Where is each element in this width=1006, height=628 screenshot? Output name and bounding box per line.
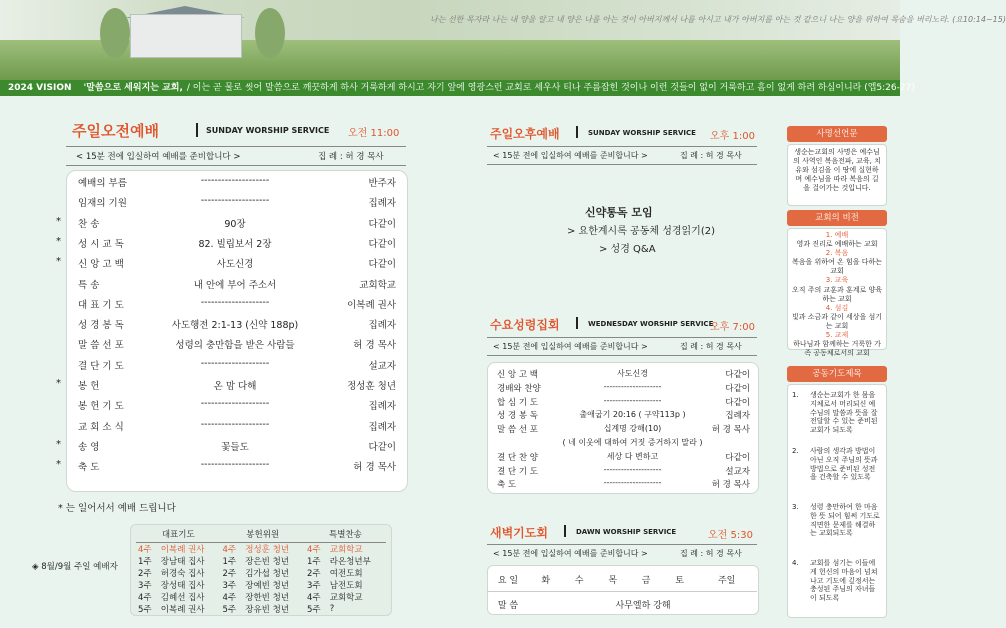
schedule-cell: 3주	[222, 581, 237, 591]
schedule-cell: 이복례 권사	[160, 545, 205, 555]
order-person: 집례자	[368, 320, 396, 332]
order-content: 십계명 강해(10)	[603, 424, 662, 434]
title-divider	[576, 126, 578, 138]
church-building	[130, 14, 242, 58]
order-person: 집례자	[368, 401, 396, 413]
dawn-word: 사무엘하 강해	[615, 600, 671, 611]
schedule-cell: 4주	[138, 593, 152, 603]
schedule-cell: 2주	[222, 569, 237, 579]
order-person: 다같이	[725, 370, 750, 380]
order-content: 사도행전 2:1-13 (신약 188p)	[171, 320, 299, 332]
order-content: --------------------	[603, 395, 662, 405]
afternoon-title: 주일오후예배	[490, 127, 560, 141]
divider	[66, 165, 406, 166]
dawn-word-label: 말 씀	[497, 600, 519, 611]
order-item: 성 시 교 독	[78, 238, 124, 250]
afternoon-line2: > 성경 Q&A	[599, 244, 656, 255]
order-item: 결 단 기 도	[497, 466, 538, 477]
order-item: 말 씀 선 포	[497, 425, 538, 436]
vision-list	[788, 229, 886, 360]
dawn-day: 토	[675, 575, 684, 586]
order-person: 집례자	[368, 421, 396, 433]
prayer-text: 교회를 섬기는 이들에게 헌신의 마음이 넘쳐나고 기도에 깊정서는 충성된 주님의 자녀들이 되도록	[810, 559, 878, 602]
standing-mark: *	[56, 256, 61, 268]
order-person: 다같이	[368, 259, 396, 271]
schedule-cell: 장한빈 청년	[245, 593, 290, 603]
order-content: --------------------	[603, 478, 662, 488]
order-content: 세상 다 변하고	[606, 451, 659, 461]
order-item: 신 앙 고 백	[78, 259, 124, 271]
order-item: 성 경 봉 독	[497, 411, 538, 422]
prayer-text: 성령 충만하여 한 마음 한 뜻 되어 힘써 기도로 직면한 문제를 해결하는 교회되도록	[810, 503, 880, 538]
vision-item	[791, 331, 883, 358]
vision-item	[791, 304, 883, 331]
schedule-cell: 장예빈 청년	[245, 581, 290, 591]
dawn-time: 오전 5:30	[708, 530, 753, 541]
order-content: 성령의 충만함을 받은 사람들	[175, 340, 295, 352]
prayer-text: 생순는교회가 한 몸을 지체로서 머리되신 예수님의 말씀과 뜻을 잘 전달할 수 있는 준비된 교회가 되도록	[810, 391, 878, 434]
order-item: 경배와 찬양	[497, 383, 541, 394]
dawn-leader: 집 례 : 허 경 목사	[680, 549, 742, 558]
order-content: --------------------	[200, 398, 270, 410]
divider	[66, 146, 406, 147]
wednesday-title: 수요성령집회	[490, 318, 560, 332]
order-item: 말 씀 선 포	[78, 340, 124, 352]
vision-bar	[0, 80, 915, 96]
standing-mark: *	[56, 215, 61, 227]
order-content: 사도신경	[617, 369, 648, 378]
order-content: ( 네 이웃에 대하여 거짓 증거하지 말라 )	[562, 438, 703, 447]
order-person: 다같이	[368, 218, 396, 230]
divider	[487, 355, 757, 356]
morning-en: SUNDAY WORSHIP SERVICE	[206, 126, 330, 135]
prayer-number: 2.	[792, 447, 799, 455]
order-content: 온 맘 다해	[213, 381, 257, 392]
order-content: --------------------	[200, 459, 270, 471]
order-item: 봉 헌	[78, 381, 100, 392]
schedule-header: 특별찬송	[305, 526, 386, 543]
vision-text: 복음을 위하여 온 힘을 다하는 교회	[791, 258, 883, 276]
order-item: 합 심 기 도	[497, 397, 538, 408]
order-person: 정성훈 청년	[347, 381, 396, 392]
vision-text: 오직 주의 교훈과 훈계로 양육하는 교회	[791, 285, 883, 303]
order-person: 교회학교	[359, 279, 396, 291]
wednesday-en: WEDNESDAY WORSHIP SERVICE	[588, 320, 714, 328]
order-item: 대 표 기 도	[78, 299, 124, 311]
order-content: 출애굽기 20:16 ( 구약113p )	[579, 410, 686, 420]
schedule-cell: 정성훈 청년	[245, 545, 290, 555]
schedule-cell: 장은빈 청년	[245, 557, 290, 567]
title-divider	[576, 317, 578, 329]
schedule-cell: 교회학교	[329, 545, 363, 555]
order-item: 축 도	[497, 480, 517, 491]
dawn-day: 수	[574, 575, 584, 586]
schedule-header: 봉헌위원	[220, 526, 304, 543]
afternoon-line1: > 요한계시록 공동체 성경읽기(2)	[567, 226, 715, 237]
order-person: 반주자	[368, 178, 396, 189]
order-content: --------------------	[200, 418, 270, 430]
vision-number: 5. 교제	[825, 331, 849, 340]
order-content: 내 안에 부어 주소서	[193, 279, 277, 291]
schedule-cell: 허경숙 집사	[160, 569, 205, 579]
order-item: 송 영	[78, 441, 100, 453]
order-item: 결 단 기 도	[78, 360, 124, 372]
header-banner	[0, 0, 1006, 80]
schedule-cell: 이복례 권사	[160, 605, 205, 615]
prayer-number: 4.	[792, 559, 799, 567]
order-person: 다같이	[725, 383, 750, 394]
standing-note: * 는 일어서서 예배 드립니다	[58, 503, 176, 514]
mission-title: 사명선언문	[787, 126, 887, 142]
standing-mark: *	[56, 378, 61, 389]
dawn-day: 목	[608, 575, 618, 586]
order-item: 예배의 부름	[78, 178, 127, 189]
title-divider	[196, 123, 198, 137]
prayer-box	[787, 384, 887, 618]
title-divider	[564, 525, 566, 537]
afternoon-heading: 신약통독 모임	[585, 206, 653, 219]
schedule-cell: 5주	[138, 605, 152, 615]
order-item: 임재의 기원	[78, 198, 127, 210]
mission-box	[787, 144, 887, 206]
prayer-text: 사람의 생각과 방법이 아닌 오직 주님의 뜻과 방법으로 준비된 성전을 건축할 수 있도록	[810, 447, 878, 482]
morning-time: 오전 11:00	[348, 128, 400, 139]
morning-leader: 집 례 : 허 경 목사	[318, 152, 384, 162]
divider	[487, 544, 757, 545]
order-person: 다같이	[725, 397, 750, 408]
schedule-cell: 장성태 집사	[160, 581, 205, 591]
banner-tree	[255, 8, 285, 58]
vision-text: 하나님과 함께하는 거룩한 가족 공동체로서의 교회	[793, 340, 881, 358]
schedule-label: ◈ 8월/9월 주일 예배자	[32, 562, 118, 572]
dawn-en: DAWN WORSHIP SERVICE	[576, 528, 677, 536]
schedule-cell: 2주	[306, 569, 321, 579]
order-content: --------------------	[603, 464, 662, 474]
order-content: --------------------	[603, 381, 662, 391]
schedule-cell: 여전도회	[329, 569, 363, 579]
order-person: 허 경 목사	[711, 480, 750, 491]
divider	[487, 337, 757, 338]
schedule-cell: 4주	[222, 593, 237, 603]
schedule-cell: 3주	[306, 581, 321, 591]
vision-number: 1. 예배	[825, 231, 849, 239]
wednesday-prep: < 15분 전에 입실하여 예배를 준비합니다 >	[493, 342, 648, 351]
prayer-number: 3.	[792, 503, 799, 511]
schedule-cell: 김혜선 집사	[160, 593, 205, 603]
vision-box	[787, 228, 887, 358]
order-item: 축 도	[78, 462, 100, 474]
order-person: 허 경 목사	[353, 340, 396, 352]
order-person: 설교자	[368, 360, 396, 372]
schedule-cell: 5주	[306, 605, 321, 615]
vision-label: 2024 VISION	[8, 83, 72, 93]
divider	[487, 146, 757, 147]
standing-mark: *	[56, 459, 61, 471]
prayer-number: 1.	[792, 391, 799, 399]
wednesday-time: 오후 7:00	[710, 322, 755, 333]
order-content: 꽃들도	[221, 441, 249, 453]
order-person: 다같이	[368, 441, 396, 453]
vision-text: 빛과 소금과 같이 세상을 섬기는 교회	[791, 312, 883, 330]
afternoon-prep: < 15분 전에 입실하여 예배를 준비합니다 >	[493, 151, 648, 160]
order-item: 성 경 봉 독	[78, 320, 124, 332]
afternoon-time: 오후 1:00	[710, 131, 755, 142]
dawn-table	[487, 567, 757, 616]
schedule-cell: 장유빈 청년	[245, 605, 290, 615]
prayer-title: 공동기도제목	[787, 366, 887, 382]
order-person: 설교자	[725, 466, 750, 477]
dawn-day: 화	[541, 575, 551, 586]
order-item: 봉 헌 기 도	[78, 401, 124, 413]
divider	[487, 164, 757, 165]
order-person: 집례자	[725, 411, 750, 422]
vision-number: 4. 섬김	[825, 303, 849, 312]
vision-item	[791, 231, 883, 249]
order-content: --------------------	[200, 175, 270, 186]
schedule-header: 대표기도	[136, 526, 220, 543]
schedule-cell: 라온청년부	[329, 557, 371, 567]
order-item: 찬 송	[78, 218, 100, 230]
order-content: --------------------	[200, 357, 270, 369]
vision-text: / 이는 곧 물로 씻어 말씀으로 깨끗하게 하사 거룩하게 하시고 자기 앞에 영광스런 교회로 세우사 티나 주름잡힌 것이나 이런 것들이 없이 거룩하고 흠이 없게 하려 하심이니라 (엡5:26-27)	[186, 83, 915, 93]
order-content: 82. 빌립보서 2장	[198, 238, 272, 250]
schedule-cell: 4주	[306, 545, 321, 555]
schedule-cell: 장남태 집사	[160, 557, 205, 567]
schedule-row	[136, 555, 386, 567]
dawn-day: 주일	[717, 575, 736, 586]
vision-list-title: 교회의 비전	[787, 210, 887, 226]
schedule-cell: 1주	[138, 557, 152, 567]
vision-number: 3. 교육	[825, 276, 849, 285]
dawn-day-label: 요 일	[497, 575, 519, 586]
order-person: 다같이	[725, 452, 750, 463]
schedule-cell: 2주	[138, 569, 152, 579]
order-content: --------------------	[200, 296, 270, 308]
morning-title: 주일오전예배	[72, 122, 159, 140]
schedule-cell: 김가섭 청년	[245, 569, 290, 579]
order-item: 신 앙 고 백	[497, 370, 538, 380]
schedule-row	[136, 567, 386, 579]
vision-title: '말씀으로 세워지는 교회,	[83, 83, 183, 93]
dawn-title: 새벽기도회	[490, 526, 548, 540]
afternoon-leader: 집 례 : 허 경 목사	[680, 151, 742, 160]
vision-item	[791, 249, 883, 276]
order-content: 90장	[224, 218, 246, 230]
vision-item	[791, 276, 883, 303]
order-item: 특 송	[78, 279, 100, 291]
order-person: 이복례 권사	[347, 299, 396, 311]
schedule-cell: 4주	[138, 545, 152, 555]
schedule-cell: 남전도회	[329, 581, 363, 591]
schedule-cell: 5주	[222, 605, 237, 615]
header-verse: 나는 선한 목자라 나는 내 양을 알고 내 양은 나를 아는 것이 아버지께서 나를 아시고 내가 아버지를 아는 것 같으니 나는 양을 위하여 목숨을 버리노라. (요10:14~15)	[430, 15, 1006, 24]
standing-mark: *	[56, 438, 61, 450]
order-item: 결 단 찬 양	[497, 452, 538, 463]
schedule-cell: 4주	[222, 545, 237, 555]
order-content: 사도신경	[216, 259, 254, 271]
schedule-row	[136, 603, 386, 615]
schedule-cell: 1주	[306, 557, 321, 567]
order-item: 교 회 소 식	[78, 421, 124, 433]
dawn-prep: < 15분 전에 입실하여 예배를 준비합니다 >	[493, 549, 648, 558]
wednesday-leader: 집 례 : 허 경 목사	[680, 342, 742, 351]
vision-text: 영과 진리로 예배하는 교회	[796, 240, 878, 249]
order-content: --------------------	[200, 195, 270, 207]
vision-number: 2. 복음	[825, 249, 849, 258]
standing-mark: *	[56, 235, 61, 247]
morning-prep: < 15분 전에 입실하여 예배를 준비합니다 >	[76, 152, 241, 162]
schedule-row	[136, 543, 386, 556]
schedule-row	[136, 591, 386, 603]
schedule-cell: 1주	[222, 557, 237, 567]
schedule-table	[136, 526, 386, 615]
schedule-row	[136, 579, 386, 591]
afternoon-en: SUNDAY WORSHIP SERVICE	[588, 129, 696, 137]
schedule-cell: 교회학교	[329, 593, 363, 603]
schedule-cell: ?	[329, 604, 335, 614]
order-person: 허 경 목사	[711, 425, 750, 436]
order-person: 집례자	[368, 198, 396, 210]
dawn-day: 금	[641, 575, 651, 586]
order-person: 허 경 목사	[353, 462, 396, 474]
schedule-cell: 3주	[138, 581, 152, 591]
order-person: 다같이	[368, 238, 396, 250]
mission-text: 생순는교회의 사명은 예수님의 사역인 복음전파, 교육, 치유와 섬김을 이 땅에 실현하며 예수님을 따라 복음의 길을 걸어가는 것입니다.	[793, 148, 881, 193]
schedule-cell: 4주	[306, 593, 321, 603]
